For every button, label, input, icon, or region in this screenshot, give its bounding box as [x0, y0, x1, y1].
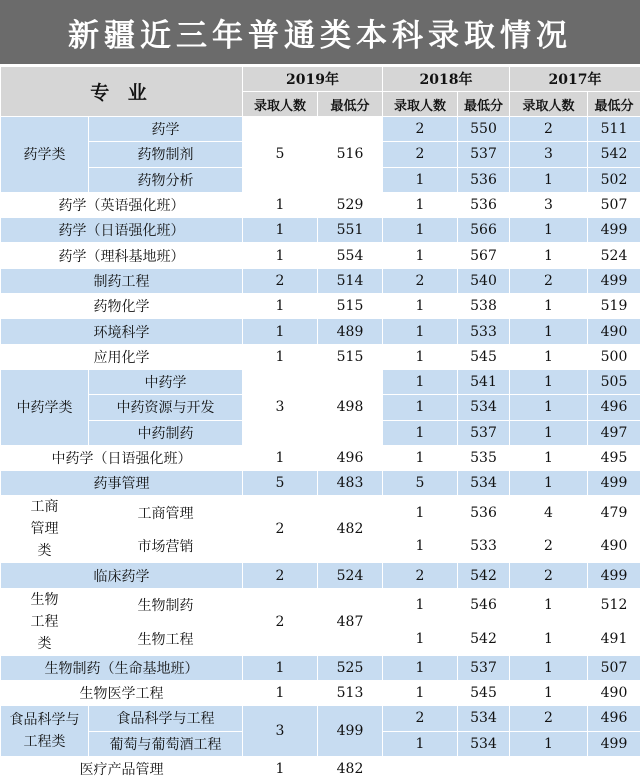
cell-2017-min: 519	[588, 294, 640, 319]
table-row	[1, 681, 640, 706]
cell-2018-count: 1	[383, 655, 458, 680]
cell-2017-min: 490	[588, 681, 640, 706]
cell-2019-count: 1	[243, 192, 318, 217]
table-row	[1, 117, 640, 142]
cell-2018-count: 5	[383, 471, 458, 496]
cell-2017-min: 524	[588, 243, 640, 268]
cell-2018-min: 550	[458, 117, 510, 142]
cell-2018-count: 1	[383, 395, 458, 420]
cell-2019-count: 1	[243, 655, 318, 680]
cell-2018-count: 1	[383, 622, 458, 656]
cell-2018-count: 2	[383, 142, 458, 167]
cell-2018-count: 1	[383, 243, 458, 268]
major-name: 中药学（日语强化班）	[1, 445, 243, 470]
cell-2018-min: 566	[458, 218, 510, 243]
cell-2018-count: 1	[383, 319, 458, 344]
cell-2019-min: 496	[318, 445, 383, 470]
major-name: 生物工程	[89, 622, 243, 656]
table-row	[1, 563, 640, 588]
cell-2017-count: 1	[510, 420, 588, 445]
cell-2018-min: 534	[458, 731, 510, 756]
group-label: 生物工程类	[1, 588, 89, 655]
cell-2018-min: 540	[458, 268, 510, 293]
cell-2017-count: 1	[510, 681, 588, 706]
cell-2019-min: 525	[318, 655, 383, 680]
cell-2018-min: 537	[458, 142, 510, 167]
cell-2017-min: 542	[588, 142, 640, 167]
cell-2018-min: 545	[458, 681, 510, 706]
cell-2017-count: 2	[510, 563, 588, 588]
cell-2018-min: 534	[458, 471, 510, 496]
major-name: 生物医学工程	[1, 681, 243, 706]
major-header: 专 业	[1, 67, 243, 117]
cell-2018-min: 533	[458, 319, 510, 344]
year-2019-header: 2019年	[243, 67, 383, 92]
cell-2018-count: 1	[383, 445, 458, 470]
cell-2019-count: 3	[243, 369, 318, 445]
cell-2019-count: 5	[243, 117, 318, 193]
count-header: 录取人数	[383, 92, 458, 117]
cell-2019-count: 2	[243, 496, 318, 563]
cell-2018-min: 546	[458, 588, 510, 622]
cell-2017-min: 502	[588, 167, 640, 192]
cell-2017-min: 512	[588, 588, 640, 622]
cell-2019-count: 1	[243, 681, 318, 706]
cell-2019-count: 1	[243, 218, 318, 243]
cell-2019-min: 498	[318, 369, 383, 445]
cell-2018-count: 2	[383, 117, 458, 142]
major-name: 生物制药	[89, 588, 243, 622]
cell-2017-min: 500	[588, 344, 640, 369]
cell-2017-min: 499	[588, 731, 640, 756]
major-name: 食品科学与工程	[89, 706, 243, 731]
cell-2017-min: 496	[588, 706, 640, 731]
table-row	[1, 192, 640, 217]
cell-2019-min: 482	[318, 756, 383, 781]
major-name: 药学（日语强化班）	[1, 218, 243, 243]
min-header: 最低分	[318, 92, 383, 117]
min-header: 最低分	[458, 92, 510, 117]
count-header: 录取人数	[510, 92, 588, 117]
cell-2018-count: 2	[383, 268, 458, 293]
cell-2018-min: 536	[458, 496, 510, 530]
cell-2017-count: 2	[510, 706, 588, 731]
cell-2017-min: 499	[588, 563, 640, 588]
cell-2017-min: 479	[588, 496, 640, 530]
cell-2017-count: 1	[510, 588, 588, 622]
cell-2018-min: 567	[458, 243, 510, 268]
cell-2017-min	[588, 756, 640, 781]
major-name: 葡萄与葡萄酒工程	[89, 731, 243, 756]
cell-2019-count: 1	[243, 243, 318, 268]
major-name: 应用化学	[1, 344, 243, 369]
cell-2018-min: 536	[458, 167, 510, 192]
table-row	[1, 655, 640, 680]
cell-2017-min: 505	[588, 369, 640, 394]
cell-2017-min: 499	[588, 218, 640, 243]
major-name: 市场营销	[89, 529, 243, 563]
cell-2019-min: 524	[318, 563, 383, 588]
major-name: 药事管理	[1, 471, 243, 496]
cell-2018-count: 2	[383, 563, 458, 588]
table-row	[1, 706, 640, 731]
cell-2019-min: 483	[318, 471, 383, 496]
cell-2018-min: 534	[458, 395, 510, 420]
cell-2017-min: 497	[588, 420, 640, 445]
cell-2019-min: 516	[318, 117, 383, 193]
table-row	[1, 445, 640, 470]
cell-2018-min: 545	[458, 344, 510, 369]
cell-2019-min: 515	[318, 294, 383, 319]
cell-2017-count: 1	[510, 243, 588, 268]
cell-2019-count: 2	[243, 563, 318, 588]
table-row	[1, 471, 640, 496]
cell-2017-count: 4	[510, 496, 588, 530]
cell-2017-count: 2	[510, 117, 588, 142]
min-header: 最低分	[588, 92, 640, 117]
cell-2017-min: 499	[588, 268, 640, 293]
cell-2018-min: 542	[458, 622, 510, 656]
cell-2017-min: 507	[588, 192, 640, 217]
cell-2017-count: 1	[510, 655, 588, 680]
table-row	[1, 369, 640, 394]
cell-2018-count: 1	[383, 681, 458, 706]
major-name: 药物化学	[1, 294, 243, 319]
cell-2017-count: 1	[510, 622, 588, 656]
cell-2017-min: 495	[588, 445, 640, 470]
cell-2017-count	[510, 756, 588, 781]
cell-2019-count: 1	[243, 756, 318, 781]
cell-2019-min: 551	[318, 218, 383, 243]
cell-2018-count: 1	[383, 344, 458, 369]
cell-2018-count: 1	[383, 294, 458, 319]
major-name: 临床药学	[1, 563, 243, 588]
cell-2018-min: 535	[458, 445, 510, 470]
cell-2019-count: 2	[243, 588, 318, 655]
table-row	[1, 294, 640, 319]
major-name: 药学（英语强化班）	[1, 192, 243, 217]
cell-2017-min: 496	[588, 395, 640, 420]
table-row	[1, 588, 640, 622]
table-row	[1, 496, 640, 530]
cell-2018-count: 1	[383, 731, 458, 756]
table-row	[1, 756, 640, 781]
cell-2018-count: 1	[383, 420, 458, 445]
major-name: 中药学	[89, 369, 243, 394]
cell-2018-min: 534	[458, 706, 510, 731]
major-name: 中药制药	[89, 420, 243, 445]
cell-2018-min: 537	[458, 420, 510, 445]
cell-2019-count: 1	[243, 445, 318, 470]
cell-2018-min: 538	[458, 294, 510, 319]
cell-2019-count: 1	[243, 319, 318, 344]
cell-2017-min: 507	[588, 655, 640, 680]
cell-2017-count: 1	[510, 369, 588, 394]
cell-2019-min: 515	[318, 344, 383, 369]
cell-2017-min: 490	[588, 529, 640, 563]
cell-2019-min: 513	[318, 681, 383, 706]
cell-2019-count: 1	[243, 294, 318, 319]
group-label: 食品科学与工程类	[1, 706, 89, 757]
cell-2018-count	[383, 756, 458, 781]
cell-2018-min: 533	[458, 529, 510, 563]
cell-2019-min: 554	[318, 243, 383, 268]
cell-2017-count: 1	[510, 167, 588, 192]
cell-2019-min: 499	[318, 706, 383, 757]
table-row	[1, 218, 640, 243]
cell-2018-count: 1	[383, 529, 458, 563]
cell-2018-min	[458, 756, 510, 781]
cell-2018-count: 2	[383, 706, 458, 731]
cell-2018-count: 1	[383, 167, 458, 192]
cell-2018-min: 541	[458, 369, 510, 394]
table-row	[1, 344, 640, 369]
group-label: 中药学类	[1, 369, 89, 445]
cell-2019-count: 3	[243, 706, 318, 757]
cell-2017-count: 1	[510, 471, 588, 496]
cell-2018-min: 537	[458, 655, 510, 680]
cell-2018-count: 1	[383, 588, 458, 622]
admission-table	[0, 66, 640, 782]
cell-2019-min: 487	[318, 588, 383, 655]
cell-2019-min: 489	[318, 319, 383, 344]
major-name: 药学（理科基地班）	[1, 243, 243, 268]
cell-2017-count: 1	[510, 445, 588, 470]
cell-2017-count: 2	[510, 268, 588, 293]
major-name: 医疗产品管理	[1, 756, 243, 781]
year-2017-header: 2017年	[510, 67, 640, 92]
major-name: 中药资源与开发	[89, 395, 243, 420]
group-label: 药学类	[1, 117, 89, 193]
cell-2019-min: 514	[318, 268, 383, 293]
major-name: 环境科学	[1, 319, 243, 344]
cell-2019-min: 482	[318, 496, 383, 563]
cell-2017-count: 1	[510, 319, 588, 344]
cell-2017-count: 1	[510, 218, 588, 243]
cell-2017-count: 1	[510, 731, 588, 756]
cell-2017-count: 1	[510, 344, 588, 369]
cell-2019-count: 2	[243, 268, 318, 293]
cell-2017-min: 490	[588, 319, 640, 344]
cell-2018-min: 542	[458, 563, 510, 588]
cell-2017-min: 499	[588, 471, 640, 496]
count-header: 录取人数	[243, 92, 318, 117]
major-name: 药物分析	[89, 167, 243, 192]
cell-2017-min: 511	[588, 117, 640, 142]
cell-2017-min: 491	[588, 622, 640, 656]
cell-2018-min: 536	[458, 192, 510, 217]
year-2018-header: 2018年	[383, 67, 510, 92]
major-name: 药学	[89, 117, 243, 142]
cell-2018-count: 1	[383, 192, 458, 217]
table-row	[1, 319, 640, 344]
table-row	[1, 243, 640, 268]
cell-2017-count: 2	[510, 529, 588, 563]
page-title: 新疆近三年普通类本科录取情况	[0, 0, 640, 66]
cell-2017-count: 3	[510, 142, 588, 167]
major-name: 制药工程	[1, 268, 243, 293]
cell-2018-count: 1	[383, 369, 458, 394]
cell-2019-count: 1	[243, 344, 318, 369]
major-name: 生物制药（生命基地班）	[1, 655, 243, 680]
major-name: 工商管理	[89, 496, 243, 530]
major-name: 药物制剂	[89, 142, 243, 167]
cell-2017-count: 1	[510, 395, 588, 420]
cell-2017-count: 1	[510, 294, 588, 319]
group-label: 工商管理类	[1, 496, 89, 563]
cell-2018-count: 1	[383, 218, 458, 243]
cell-2019-min: 529	[318, 192, 383, 217]
table-row	[1, 268, 640, 293]
cell-2019-count: 5	[243, 471, 318, 496]
cell-2018-count: 1	[383, 496, 458, 530]
cell-2017-count: 3	[510, 192, 588, 217]
